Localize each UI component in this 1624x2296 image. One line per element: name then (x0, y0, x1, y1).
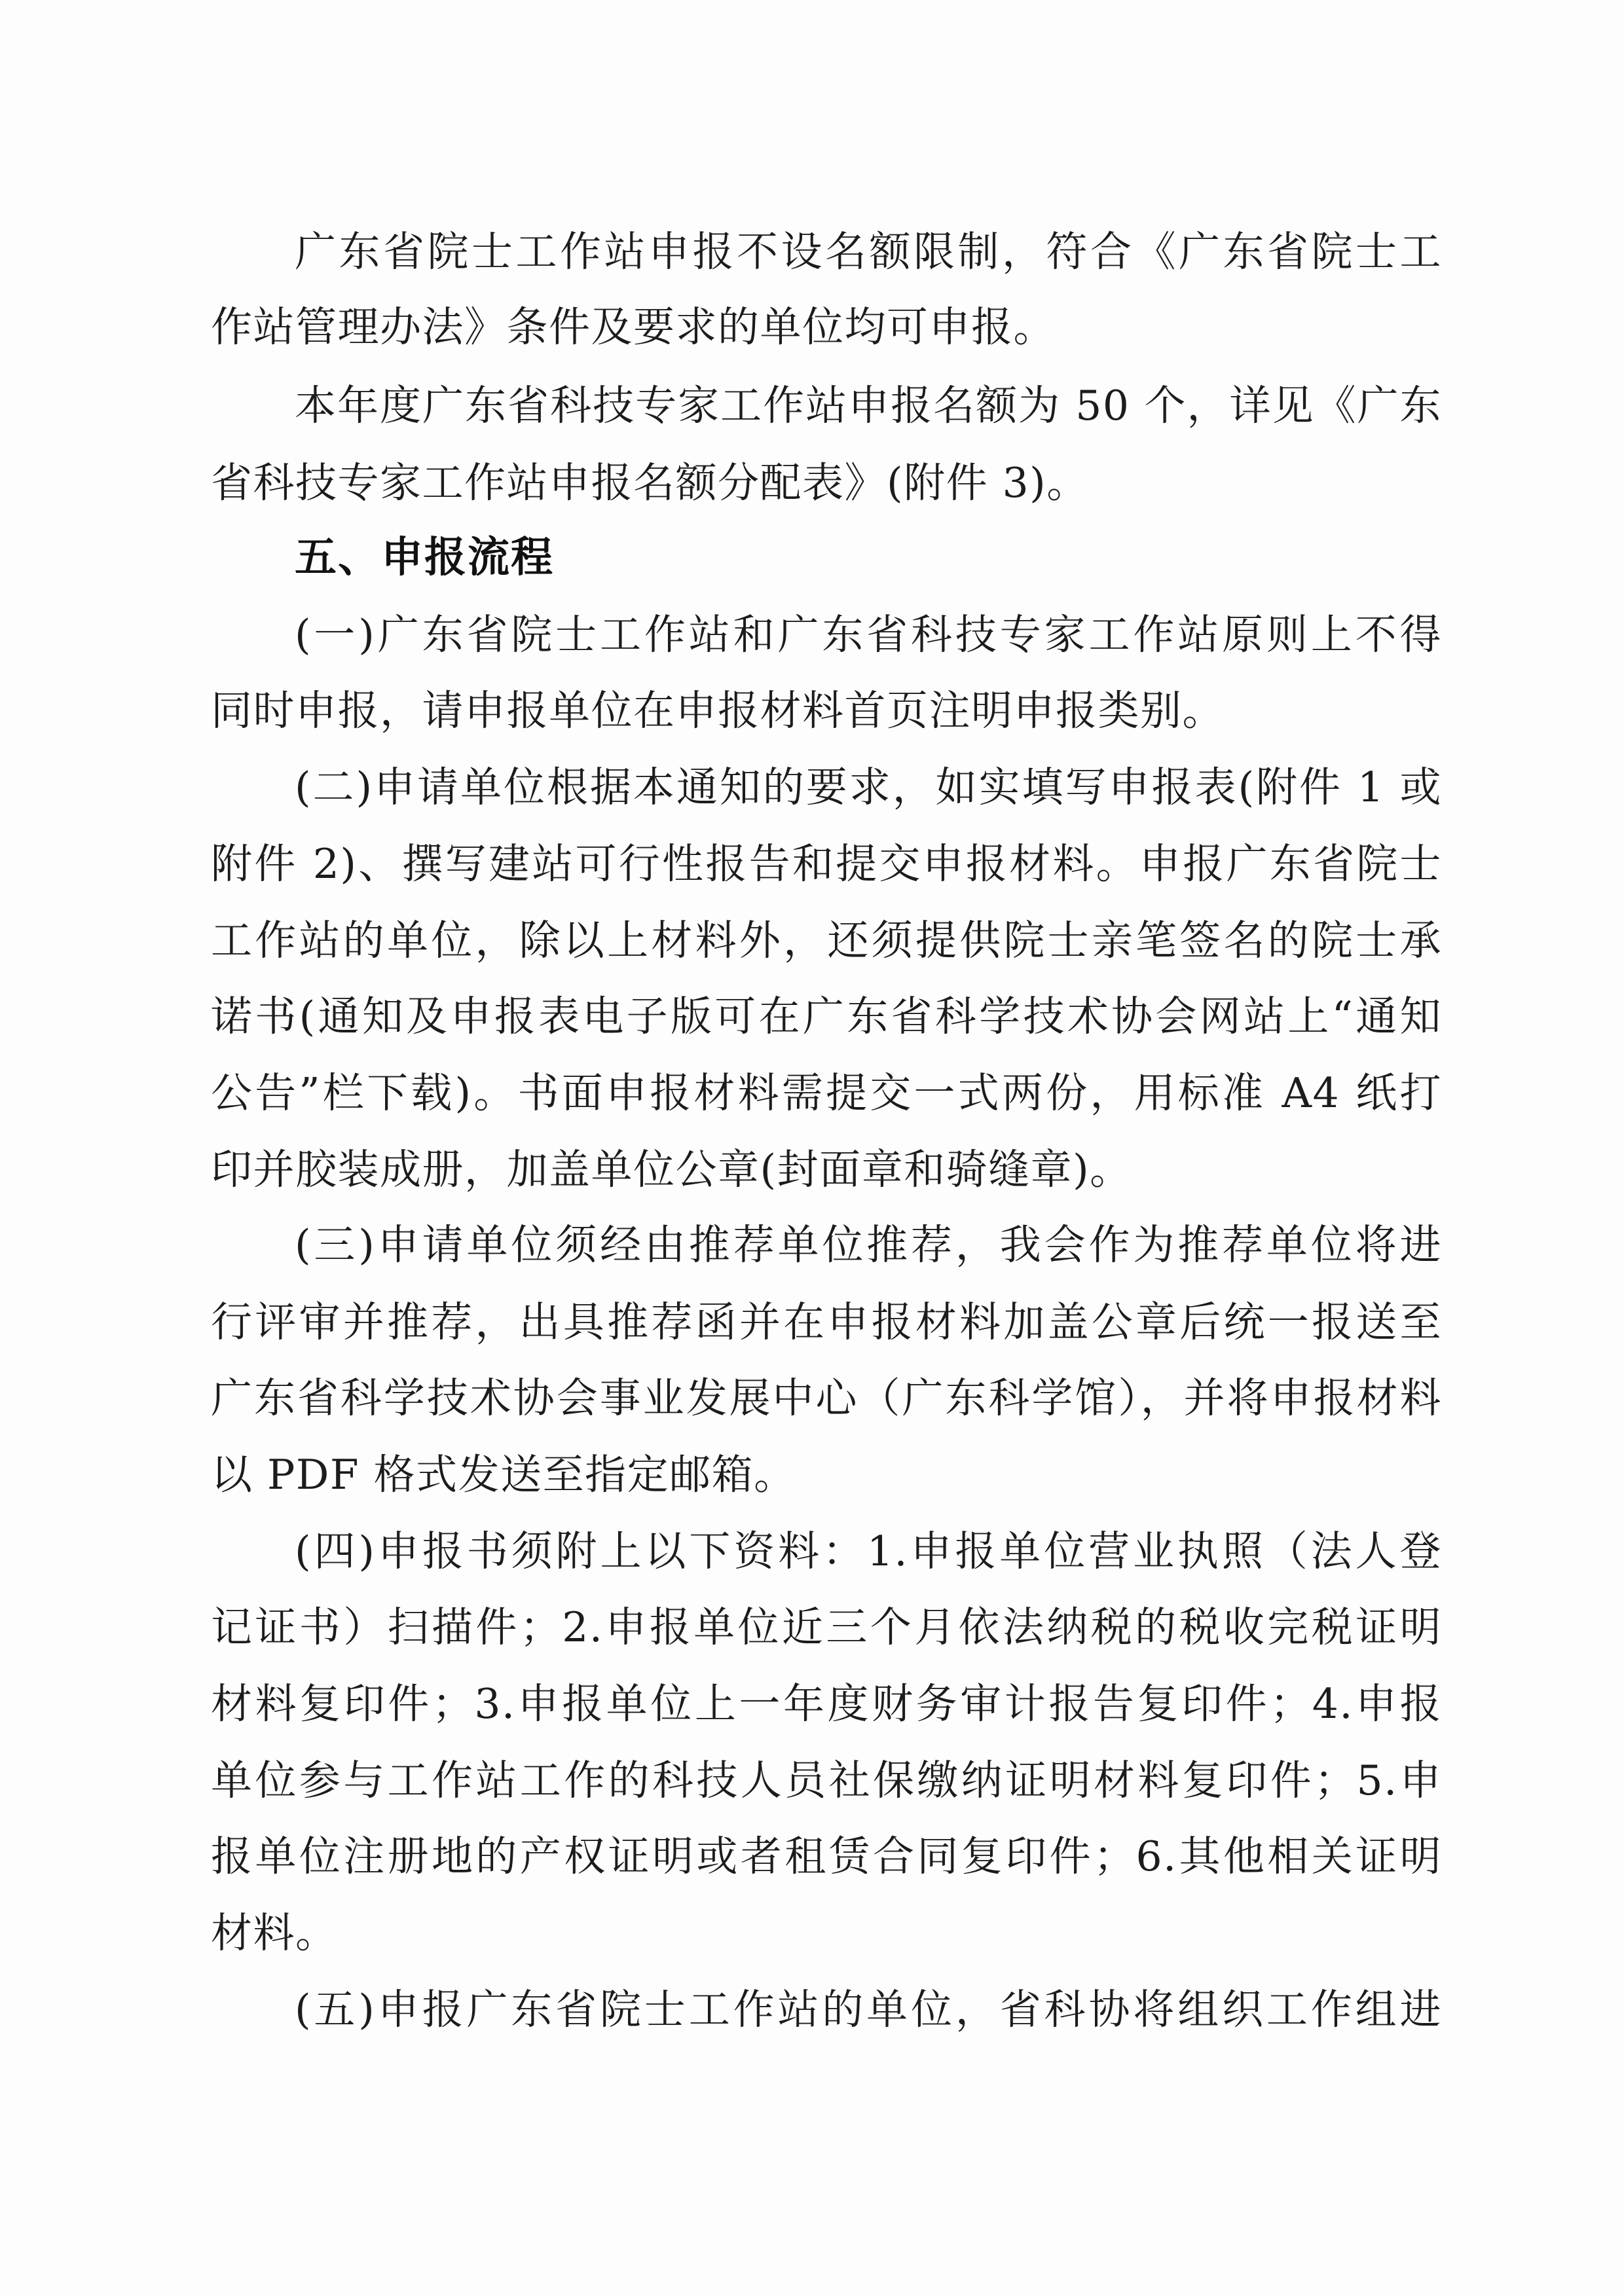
paragraph-line: (二)申请单位根据本通知的要求，如实填写申报表(附件 1 或 (295, 763, 1442, 811)
paragraph-line: (一)广东省院士工作站和广东省科技专家工作站原则上不得 (295, 611, 1442, 659)
paragraph-line: 附件 2)、撰写建站可行性报告和提交申报材料。申报广东省院士 (211, 840, 1442, 888)
paragraph-line: (四)申报书须附上以下资料：1.申报单位营业执照（法人登 (295, 1527, 1442, 1575)
paragraph-line: 广东省科学技术协会事业发展中心（广东科学馆），并将申报材料 (211, 1374, 1442, 1422)
paragraph-line: (五)申报广东省院士工作站的单位，省科协将组织工作组进 (295, 1986, 1442, 2033)
paragraph-line: 广东省院士工作站申报不设名额限制，符合《广东省院士工 (295, 228, 1442, 276)
paragraph-line: 材料。 (211, 1909, 338, 1957)
paragraph-line: 记证书）扫描件；2.申报单位近三个月依法纳税的税收完税证明 (211, 1603, 1442, 1651)
paragraph-line: 同时申报，请申报单位在申报材料首页注明申报类别。 (211, 687, 1225, 735)
paragraph-line: 单位参与工作站工作的科技人员社保缴纳证明材料复印件；5.申 (211, 1757, 1442, 1804)
paragraph-line: 材料复印件；3.申报单位上一年度财务审计报告复印件；4.申报 (211, 1680, 1442, 1728)
paragraph-line: 省科技专家工作站申报名额分配表》(附件 3)。 (211, 459, 1089, 507)
paragraph-line: 公告”栏下载)。书面申报材料需提交一式两份，用标准 A4 纸打 (211, 1069, 1442, 1117)
paragraph-line: 作站管理办法》条件及要求的单位均可申报。 (211, 303, 1056, 351)
section-heading: 五、申报流程 (295, 534, 554, 582)
paragraph-line: (三)申请单位须经由推荐单位推荐，我会作为推荐单位将进 (295, 1221, 1442, 1269)
paragraph-line: 诺书(通知及申报表电子版可在广东省科学技术协会网站上“通知 (211, 993, 1442, 1040)
paragraph-line: 印并胶装成册，加盖单位公章(封面章和骑缝章)。 (211, 1146, 1132, 1194)
paragraph-line: 行评审并推荐，出具推荐函并在申报材料加盖公章后统一报送至 (211, 1298, 1442, 1346)
paragraph-line: 工作站的单位，除以上材料外，还须提供院士亲笔签名的院士承 (211, 917, 1442, 964)
paragraph-line: 以 PDF 格式发送至指定邮箱。 (211, 1451, 796, 1499)
paragraph-line: 报单位注册地的产权证明或者租赁合同复印件；6.其他相关证明 (211, 1832, 1442, 1880)
paragraph-line: 本年度广东省科技专家工作站申报名额为 50 个，详见《广东 (295, 382, 1442, 429)
